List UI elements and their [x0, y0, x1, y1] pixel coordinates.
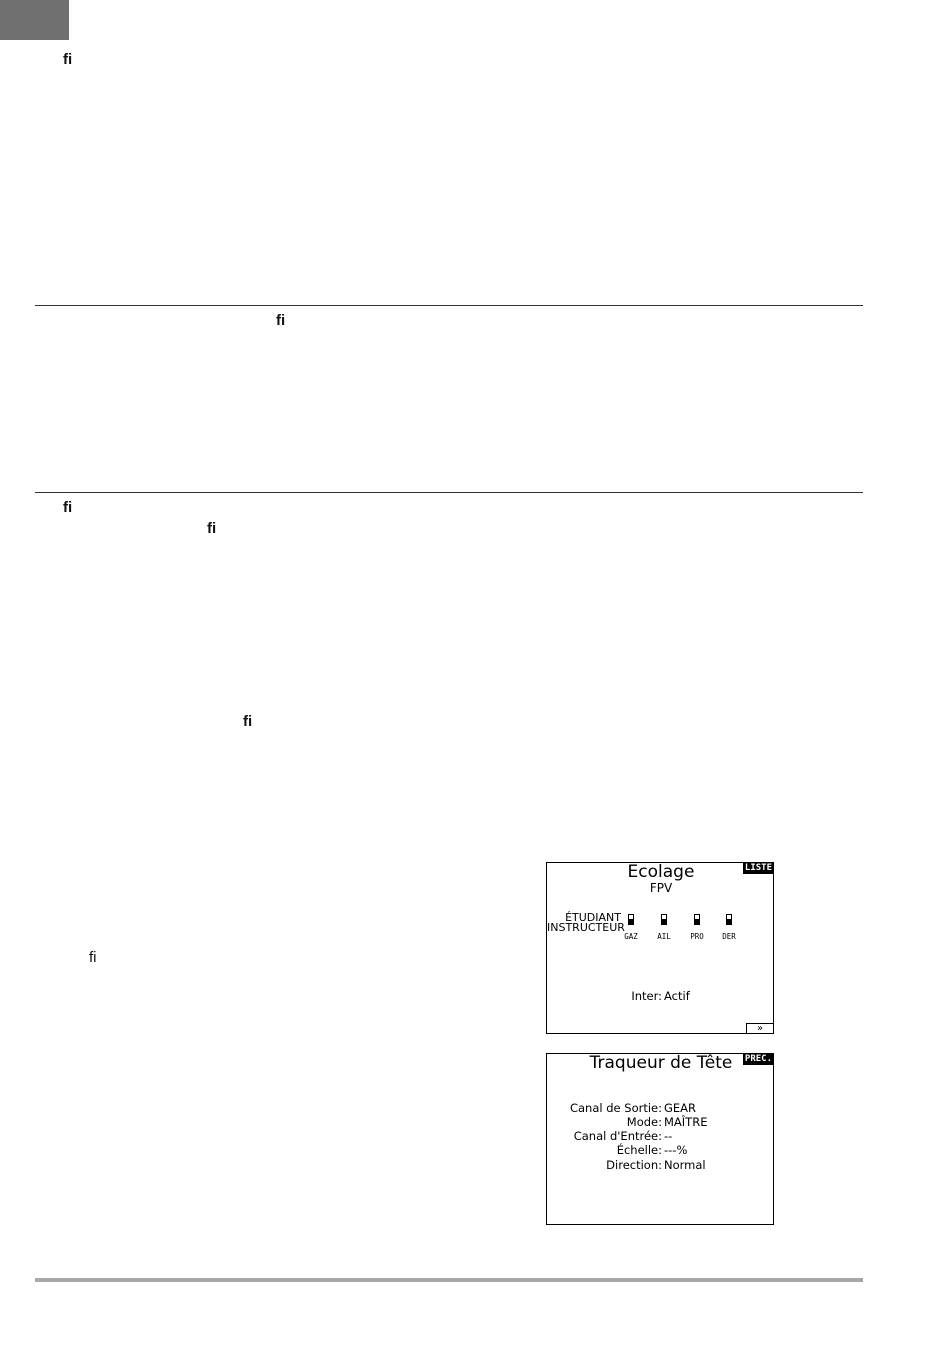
setting-value: -- — [664, 1129, 673, 1143]
setting-key: Direction: — [606, 1158, 662, 1172]
fi-ligature: fi — [89, 949, 97, 966]
screen-title: Traqueur de Tête — [589, 1053, 733, 1073]
switch-row[interactable] — [547, 989, 775, 1003]
setting-key: Échelle: — [616, 1143, 662, 1157]
next-page-button[interactable]: » — [746, 1023, 774, 1034]
setting-value: MAÎTRE — [664, 1115, 708, 1129]
fi-ligature: fi — [63, 499, 73, 516]
channel-label: PRO — [690, 932, 704, 941]
student-label: ÉTUDIANT — [565, 911, 621, 924]
switch-key: Inter: — [631, 989, 662, 1003]
switch-icon — [694, 914, 700, 925]
fi-ligature: fi — [243, 713, 253, 730]
setting-row[interactable] — [547, 1158, 775, 1172]
list-badge[interactable]: LISTE — [744, 863, 772, 873]
section-divider — [35, 492, 863, 493]
switch-icon — [661, 914, 667, 925]
screen-subtitle: FPV — [649, 881, 673, 895]
setting-value: Normal — [664, 1158, 706, 1172]
head-tracker-screen — [546, 1053, 774, 1225]
setting-row[interactable] — [547, 1143, 775, 1157]
setting-key: Mode: — [626, 1115, 662, 1129]
instructor-label: INSTRUCTEUR — [547, 921, 625, 934]
setting-key: Canal d'Entrée: — [573, 1129, 662, 1143]
setting-value: ---% — [664, 1143, 688, 1157]
switch-icon — [628, 914, 634, 925]
fi-ligature: fi — [207, 520, 217, 537]
ecolage-screen — [546, 862, 774, 1034]
back-badge[interactable]: PREC. — [744, 1054, 772, 1064]
channel-label: DER — [722, 932, 736, 941]
section-divider — [35, 305, 863, 306]
page-corner-tab — [0, 0, 69, 40]
setting-key: Canal de Sortie: — [569, 1101, 662, 1115]
screen-title: Ecolage — [627, 862, 695, 882]
setting-row[interactable] — [547, 1129, 775, 1143]
fi-ligature: fi — [63, 51, 73, 68]
footer-rule — [35, 1278, 863, 1282]
setting-row[interactable] — [547, 1101, 775, 1115]
channel-label: GAZ — [624, 932, 638, 941]
fi-ligature: fi — [276, 312, 286, 329]
switch-icon — [726, 914, 732, 925]
channel-label: AIL — [657, 932, 671, 941]
setting-value: GEAR — [664, 1101, 697, 1115]
switch-value: Actif — [664, 989, 690, 1003]
setting-row[interactable] — [547, 1115, 775, 1129]
